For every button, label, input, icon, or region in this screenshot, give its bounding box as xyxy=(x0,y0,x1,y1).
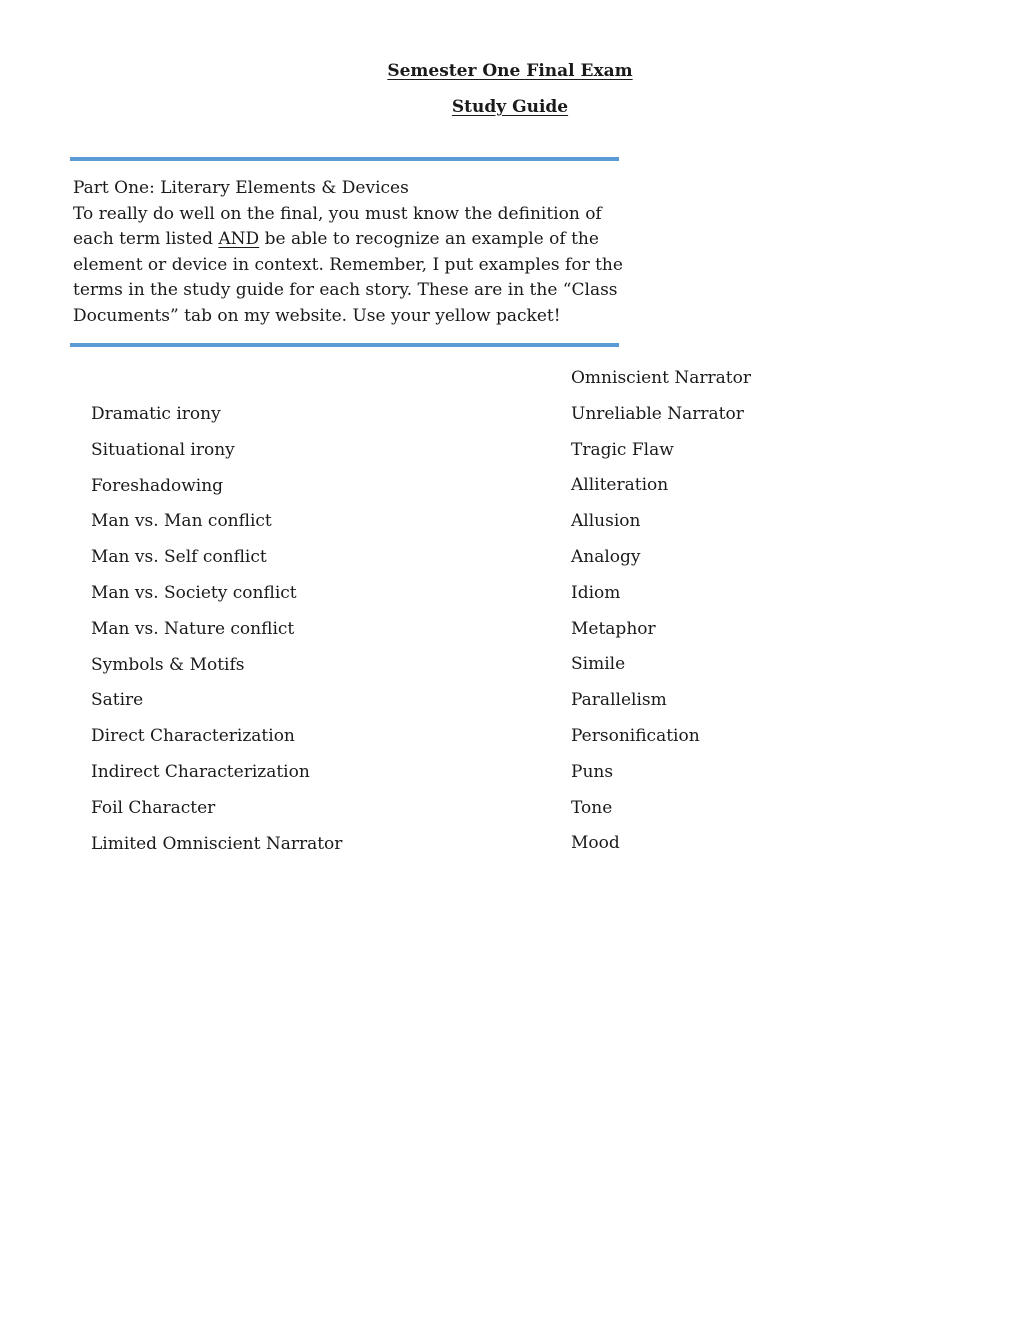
terms-right-column xyxy=(571,367,751,868)
intro-text-2: be able to recognize an example of the element or device in context. Remember, I put examples for the terms in the study guide for each story. These are in the “Class Documents” tab on my website. Use your yellow packet! xyxy=(73,229,623,326)
terms-left-column xyxy=(91,403,342,868)
term-item: Situational irony xyxy=(91,439,235,460)
term-item: Metaphor xyxy=(571,618,656,639)
term-item: Puns xyxy=(571,761,614,782)
term-item: Idiom xyxy=(571,582,621,603)
intro-section xyxy=(73,176,633,329)
term-item: Allusion xyxy=(571,511,641,532)
term-item: Tone xyxy=(571,797,613,818)
term-item: Indirect Characterization xyxy=(91,761,310,782)
term-item: Analogy xyxy=(571,546,641,567)
term-item: Man vs. Self conflict xyxy=(91,547,267,568)
term-item: Personification xyxy=(571,725,700,746)
term-item: Tragic Flaw xyxy=(571,439,674,460)
term-item: Dramatic irony xyxy=(91,404,221,424)
term-item: Foreshadowing xyxy=(91,475,224,496)
term-item: Satire xyxy=(91,690,144,711)
term-item: Direct Characterization xyxy=(91,726,295,747)
intro-text-1: To really do well on the final, you must know the definition of each term listed xyxy=(73,203,602,249)
section-heading: Part One: Literary Elements & Devices xyxy=(73,178,409,198)
term-item: Parallelism xyxy=(571,690,667,711)
term-item: Foil Character xyxy=(91,797,216,818)
term-item: Omniscient Narrator xyxy=(571,368,751,388)
term-item: Simile xyxy=(571,654,626,675)
term-item: Mood xyxy=(571,833,620,854)
term-item: Limited Omniscient Narrator xyxy=(91,833,343,854)
intro-paragraph xyxy=(73,202,633,330)
term-item: Alliteration xyxy=(571,475,669,496)
term-item: Man vs. Society conflict xyxy=(91,582,297,603)
top-divider xyxy=(70,157,619,161)
term-item: Man vs. Man conflict xyxy=(91,511,272,532)
term-item: Symbols & Motifs xyxy=(91,654,245,675)
intro-emphasis: AND xyxy=(218,229,260,249)
bottom-divider xyxy=(70,343,619,347)
term-item: Unreliable Narrator xyxy=(571,403,744,424)
page-title: Semester One Final Exam xyxy=(387,61,633,81)
page-subtitle: Study Guide xyxy=(451,97,569,117)
term-item: Man vs. Nature conflict xyxy=(91,618,295,639)
